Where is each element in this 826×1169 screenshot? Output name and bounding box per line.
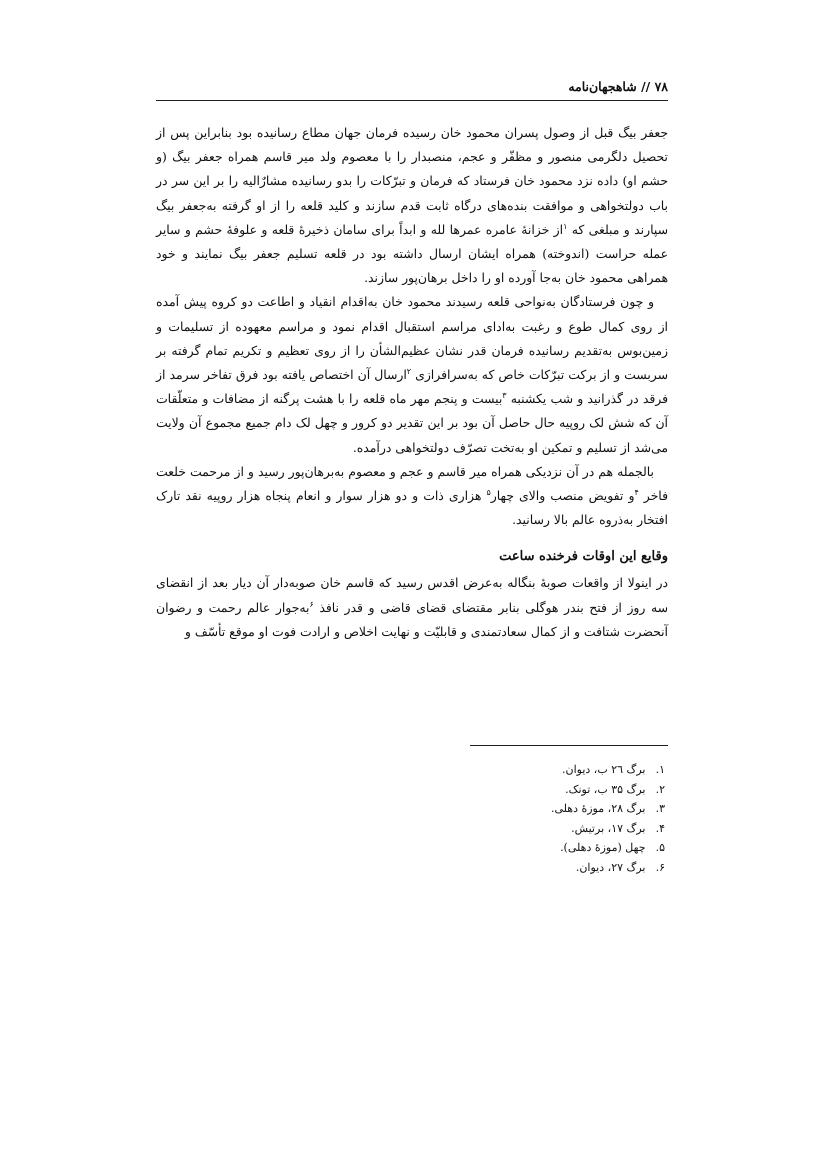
- paragraph-text: ارسال آن اختصاص یافته بود فرق تفاخر سرمد از فرقد در گذرانید و شب یکشنبه: [156, 367, 669, 407]
- footnote-number: ۳.: [655, 802, 665, 816]
- footnote-number: ۴.: [655, 821, 665, 835]
- footnote-rule: [470, 745, 668, 746]
- footnote-item: [360, 760, 668, 780]
- footnote-item: [360, 780, 668, 800]
- footnote-text: برگ ۳۵ ب، تونک.: [565, 782, 646, 796]
- footnote-item: [360, 858, 668, 878]
- paragraph-text: بالجمله هم در آن نزدیکی همراه میر قاسم و عجم و معصوم به‌برهان‌پور رسید و از مرحمت خلعت فاخر: [156, 463, 669, 504]
- paragraph-1: [156, 121, 668, 290]
- footnote-text: چهل (موزهٔ دهلی).: [560, 841, 646, 855]
- header-rule: [156, 100, 668, 101]
- paragraph-text: و چون فرستادگان به‌نواحی قلعه رسیدند محمود خان به‌اقدام انقیاد و اطاعت دو کروه پیش آمده از روی کمال طوع و رغبت به‌ادای مراسم استقبال اقدام نمود و مراسم معهوده از تسلیمات و زمین‌بوس به‌تقدیم رسانیده فرمان قدر نشان عظیم‌الشأن را از روی تعظیم و تکریم تمام گرفته بر سربست و از برکت تبرّکات خاص که به‌سرافرازی: [156, 294, 668, 383]
- paragraph-text: به‌جوار عالم رحمت و رضوان آنحضرت شتافت و از کمال سعادتمندی و قابلیّت و نهایت اخلاص و ارادت فوت او موقع تأسّف و: [156, 599, 668, 639]
- paragraph-text: بیست و پنجم مهر ماه قلعه را با هشت پرگنه از مضافات و متعلّقات آن که شش لک روپیه حال حاصل آن بود بر این تقدیر دو کرور و چهل لک دام جمیع مجموع آن ولایت می‌شد از تسلیم و تمکین او به‌تخت تصرّف دولتخواهی درآمده.: [156, 391, 668, 455]
- footnote-ref-3[interactable]: ۳: [502, 391, 507, 401]
- book-title: شاهجهان‌نامه: [568, 79, 637, 94]
- paragraph-text: جعفر بیگ قبل از وصول پسران محمود خان رسیده فرمان جهان مطاع رسانیده بود بنابراین پس از تحصیل دلگرمی منصور و مظفّر و عجم، منصبدار را با معصوم ولد میر قاسم همراه جعفر بیگ (و حشم او) داده نزد محمود خان فرستاد که فرمان و تبرّکات را بدو رسانیده مشارٌالیه را بر این سر در باب دولتخواهی و موافقت بنده‌های درگاه ثابت قدم سازند و کلید قلعه را از او گرفته به‌جعفر بیگ سپارند و مبلغی که: [156, 125, 668, 237]
- footnote-ref-2[interactable]: ۲: [406, 366, 412, 376]
- footnotes: [360, 760, 668, 878]
- page-number: ۷۸: [654, 79, 668, 94]
- footnote-number: ۲.: [655, 782, 665, 796]
- section-heading: وقایع این اوقات فرخنده ساعت: [499, 549, 668, 565]
- paragraph-text: هزاری ذات و دو هزار سوار و انعام پنجاه هزار روپیه نقد تارک افتخار به‌ذروه عالم بالا رسانید.: [156, 488, 668, 528]
- paragraph-text: و تفویض منصب والای چهار: [490, 488, 635, 504]
- header-separator: //: [641, 79, 651, 94]
- running-header: [156, 74, 668, 100]
- footnote-text: برگ ۲۸، موزهٔ دهلی.: [550, 802, 646, 816]
- footnote-number: ۱.: [655, 763, 665, 776]
- footnote-item: [360, 799, 668, 819]
- footnote-number: ۵.: [655, 841, 665, 855]
- footnote-item: [360, 819, 668, 839]
- paragraph-3: [156, 460, 668, 533]
- main-text: [156, 121, 668, 644]
- footnote-ref-5[interactable]: ۵: [486, 487, 491, 497]
- footnote-text: برگ ۲٦ ب، دیوان.: [562, 763, 646, 776]
- footnote-text: برگ ۲۷، دیوان.: [575, 860, 646, 874]
- paragraph-text: از خزانهٔ عامره عمرها لله و ابداً برای سامان ذخیرهٔ قلعه و علوفهٔ حشم و سایر عمله حراست (اندوخته) همراه ایشان ارسال داشته بود در قلعه تسلیم جعفر بیگ نمایند و خود همراهی محمود خان به‌جا آورده او را داخل برهان‌پور سازند.: [156, 221, 668, 286]
- footnote-text: برگ ۱۷، برتیش.: [571, 821, 646, 835]
- paragraph-4: [156, 571, 668, 644]
- footnote-ref-4[interactable]: ۴: [634, 487, 639, 497]
- footnote-number: ۶.: [655, 860, 665, 874]
- paragraph-2: [156, 290, 668, 459]
- footnote-ref-6[interactable]: ۶: [309, 599, 314, 609]
- footnote-ref-1[interactable]: ۱: [563, 221, 568, 231]
- footnote-item: [360, 838, 668, 858]
- paragraph-text: در اینولا از واقعات صوبهٔ بنگاله به‌عرض اقدس رسید که قاسم خان صوبه‌دار آن دیار بعد از انقضای سه روز از فتح بندر هوگلی بنابر مقتضای قضای قاضی و قدر نافذ: [156, 575, 668, 615]
